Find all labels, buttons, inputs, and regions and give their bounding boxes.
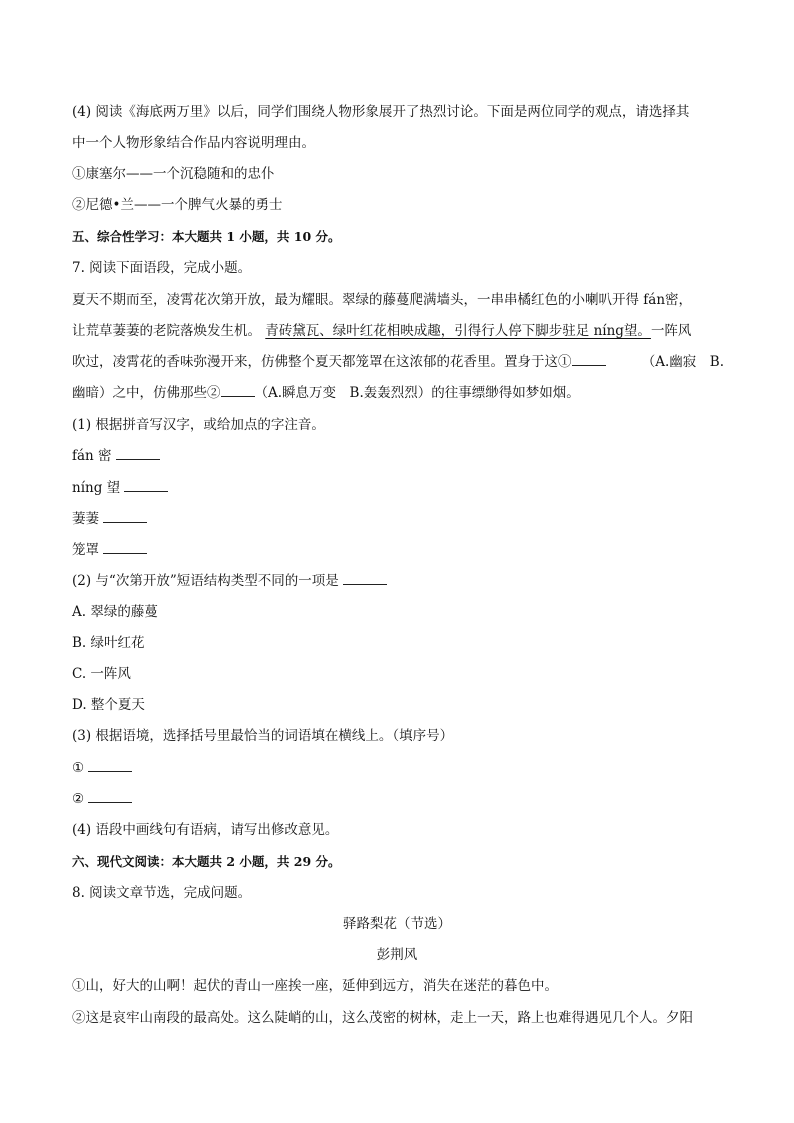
passage-line-3 [72, 352, 724, 372]
article-author: 彭荆风 [376, 947, 418, 963]
sub3-item-1-label: ① [72, 760, 85, 776]
sub2-option-b: B. 绿叶红花 [72, 635, 145, 651]
answer-blank[interactable] [103, 541, 147, 554]
sub1-item-2-label: níng 望 [72, 480, 121, 496]
article-paragraph-1: ①山，好大的山啊！起伏的青山一座挨一座，延伸到远方，消失在迷茫的暮色中。 [72, 978, 558, 994]
sub1-item-2 [72, 478, 722, 498]
passage-line-3-options: （A.幽寂 B. [641, 354, 724, 370]
sub-question-4-prompt: (4) 语段中画线句有语病，请写出修改意见。 [72, 822, 339, 838]
sub1-item-1 [72, 446, 722, 466]
underlined-sentence: 青砖黛瓦、绿叶红花相映成趣，引得行人停下脚步驻足 níng望。 [265, 323, 651, 339]
article-paragraph-2: ②这是哀牢山南段的最高处。这么陡峭的山，这么茂密的树林，走上一天，路上也难得遇见几个人。夕阳 [72, 1010, 693, 1026]
answer-blank[interactable] [124, 479, 168, 492]
passage-line-2-start: 让荒草萋萋的老院落焕发生机。 [72, 323, 261, 339]
sub1-item-1-label: fán 密 [72, 448, 112, 464]
sub3-item-2 [72, 789, 722, 809]
passage-line-2 [72, 321, 724, 341]
section-6-heading: 六、现代文阅读：本大题共 2 小题，共 29 分。 [72, 854, 341, 869]
passage-line-4 [72, 383, 724, 403]
answer-blank[interactable] [103, 510, 147, 523]
answer-blank[interactable] [116, 447, 160, 460]
sub-question-1-prompt: (1) 根据拼音写汉字，或给加点的字注音。 [72, 417, 325, 433]
section-5-heading: 五、综合性学习：本大题共 1 小题，共 10 分。 [72, 229, 341, 244]
sub2-option-c: C. 一阵风 [72, 666, 131, 682]
sub1-item-3-label: 萋萋 [72, 511, 99, 527]
question-7-title: 7. 阅读下面语段，完成小题。 [72, 260, 252, 276]
answer-blank[interactable] [343, 572, 387, 585]
passage-line-2-end: 一阵风 [650, 323, 692, 339]
passage-line-4-start: 幽暗）之中，仿佛那些② [72, 385, 221, 401]
sub2-option-a: A. 翠绿的藤蔓 [72, 604, 158, 620]
q4-option-2: ②尼德•兰——一个脾气火暴的勇士 [72, 197, 283, 213]
q4-option-1: ①康塞尔——一个沉稳随和的忠仆 [72, 166, 275, 182]
sub-question-2-prompt [72, 571, 722, 591]
passage-line-4-end: （A.瞬息万变 B.轰轰烈烈）的往事缥缈得如梦如烟。 [254, 385, 580, 401]
answer-blank[interactable] [88, 759, 132, 772]
article-title: 驿路梨花（节选） [343, 916, 451, 932]
sub1-item-4 [72, 540, 722, 560]
blank-2[interactable] [221, 384, 255, 397]
sub3-item-2-label: ② [72, 791, 85, 807]
sub2-prompt-text: (2) 与“次第开放”短语结构类型不同的一项是 [72, 573, 339, 589]
answer-blank[interactable] [88, 790, 132, 803]
q4-line-1: (4) 阅读《海底两万里》以后，同学们围绕人物形象展开了热烈讨论。下面是两位同学的观点，请选择其 [72, 104, 690, 120]
passage-line-1: 夏天不期而至，凌霄花次第开放，最为耀眼。翠绿的藤蔓爬满墙头，一串串橘红色的小喇叭开得 fán密， [72, 292, 693, 308]
question-8-title: 8. 阅读文章节选，完成问题。 [72, 885, 252, 901]
sub1-item-3 [72, 509, 722, 529]
q4-line-2: 中一个人物形象结合作品内容说明理由。 [72, 135, 315, 151]
sub1-item-4-label: 笼罩 [72, 542, 99, 558]
passage-line-3-text: 吹过，凌霄花的香味弥漫开来，仿佛整个夏天都笼罩在这浓郁的花香里。置身于这① [72, 354, 572, 370]
sub2-option-d: D. 整个夏天 [72, 697, 145, 713]
sub-question-3-prompt: (3) 根据语境，选择括号里最恰当的词语填在横线上。（填序号） [72, 728, 454, 744]
sub3-item-1 [72, 758, 722, 778]
blank-1[interactable] [572, 353, 606, 366]
